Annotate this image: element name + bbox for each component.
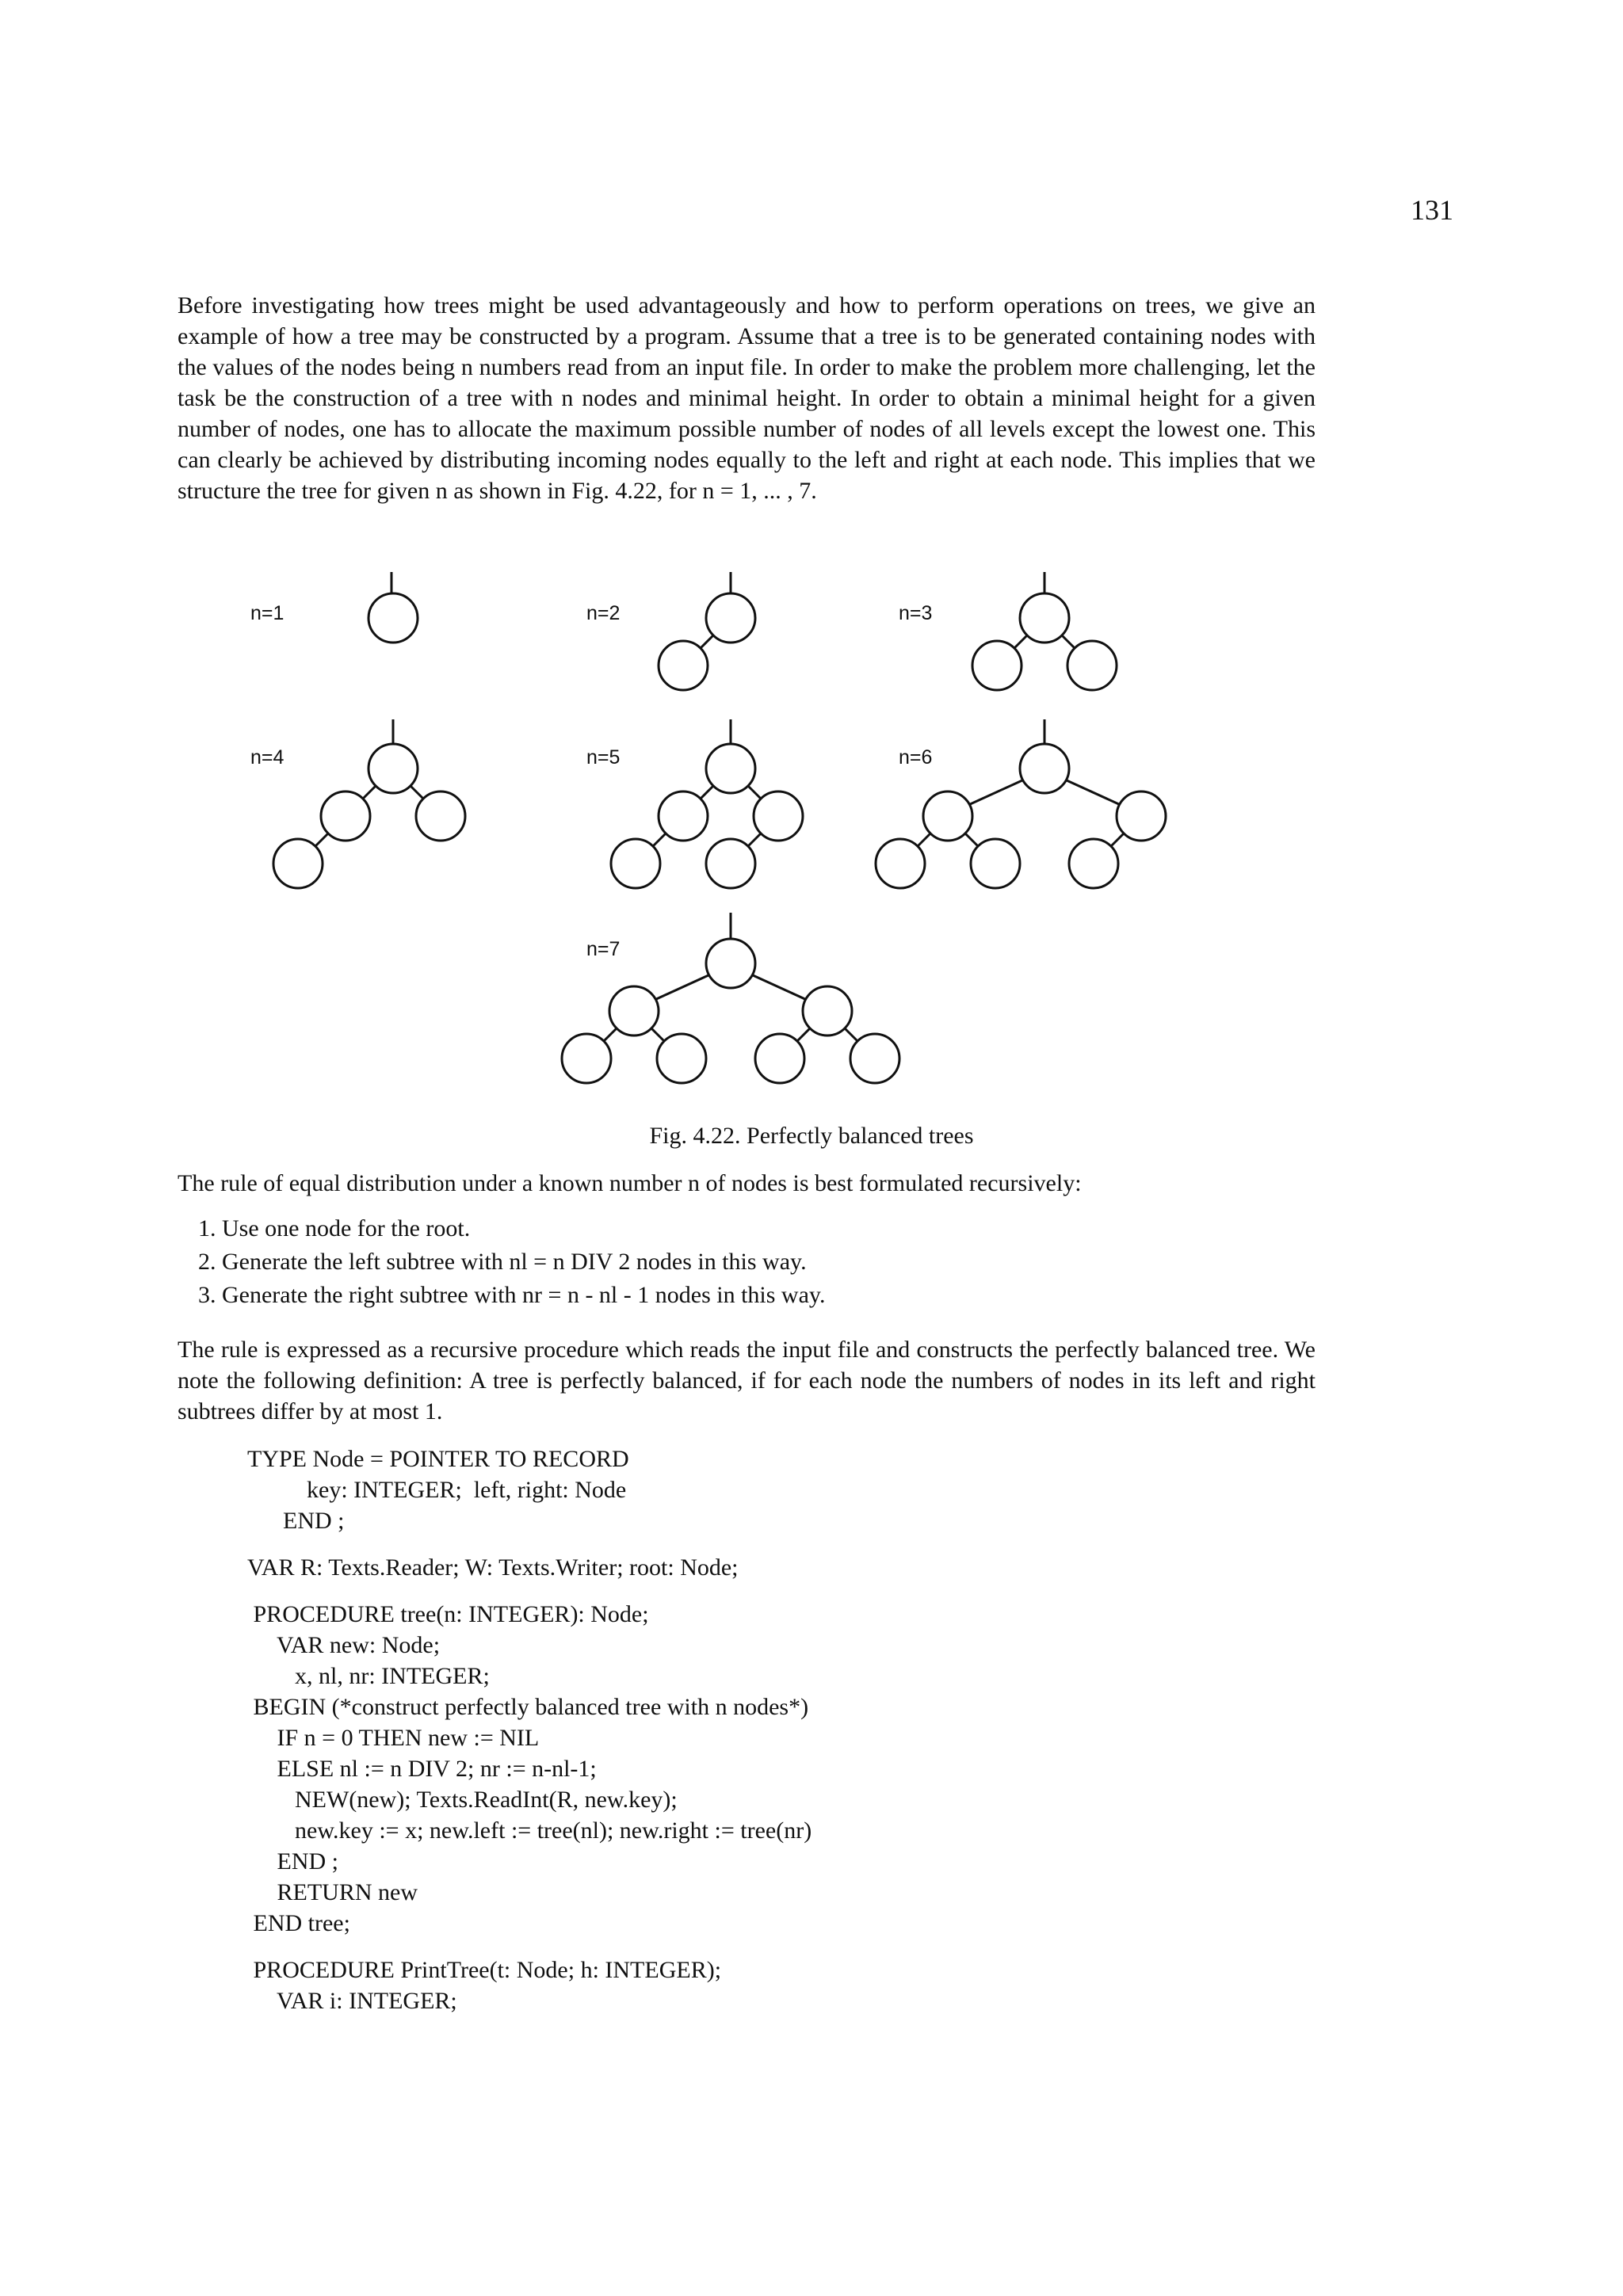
printtree-procedure <box>247 1955 812 2016</box>
rule-list <box>198 1213 825 1313</box>
tree-label-n5: n=5 <box>586 746 621 769</box>
code-line: VAR i: INTEGER; <box>247 1988 457 2014</box>
intro-paragraph: Before investigating how trees might be used advantageously and how to perform operations on trees, we give an example of how a tree may be constructed by a program. Assume that a tree is to be generated containing nodes with the values of the nodes being n numbers read from an input file. In order to make the problem more challenging, let the task be the construction of a tree with n nodes and minimal height. In order to obtain a minimal height for a given number of nodes, one has to allocate the maximum possible number of nodes of all levels except the lowest one. This can clearly be achieved by distributing incoming nodes equally to the left and right at each node. This implies that we structure the tree for given n as shown in Fig. 4.22, for n = 1, ... , 7. <box>178 292 1316 504</box>
rule-item: 3. Generate the right subtree with nr = n - nl - 1 nodes in this way. <box>198 1282 826 1308</box>
code-line: IF n = 0 THEN new := NIL <box>247 1725 540 1751</box>
var-declaration <box>247 1552 812 1583</box>
tree-node <box>1069 839 1118 888</box>
tree-label-n4: n=4 <box>250 746 285 769</box>
tree-node <box>416 791 465 841</box>
tree-node <box>1117 791 1166 841</box>
tree-node <box>706 593 755 643</box>
tree-node <box>971 839 1020 888</box>
code-line: new.key := x; new.left := tree(nl); new.right := tree(nr) <box>247 1817 812 1844</box>
code-line: PROCEDURE PrintTree(t: Node; h: INTEGER); <box>247 1957 722 1983</box>
code-line: NEW(new); Texts.ReadInt(R, new.key); <box>247 1787 678 1813</box>
tree-label-n6: n=6 <box>899 746 933 769</box>
tree-node <box>876 839 925 888</box>
tree-node <box>609 986 659 1035</box>
tree-n7 <box>562 913 899 1083</box>
tree-node <box>803 986 852 1035</box>
code-line: BEGIN (*construct perfectly balanced tree with n nodes*) <box>247 1694 809 1720</box>
code-line: key: INTEGER; left, right: Node <box>247 1477 627 1503</box>
tree-node <box>706 744 755 793</box>
tree-label-n1: n=1 <box>250 602 285 624</box>
tree-node <box>369 593 418 643</box>
tree-n1 <box>250 572 418 643</box>
rule-intro: The rule of equal distribution under a known number n of nodes is best formulated recursively: <box>178 1170 1082 1196</box>
code-line: TYPE Node = POINTER TO RECORD <box>247 1446 629 1472</box>
tree-node <box>659 641 708 690</box>
code-listing <box>247 1444 812 2016</box>
tree-node <box>321 791 370 841</box>
code-line: END ; <box>247 1848 338 1875</box>
tree-node <box>850 1034 899 1083</box>
rule-item: 1. Use one node for the root. <box>198 1215 471 1241</box>
tree-label-n3: n=3 <box>899 602 933 624</box>
code-line: ELSE nl := n DIV 2; nr := n-nl-1; <box>247 1756 597 1782</box>
tree-n5 <box>586 719 803 888</box>
tree-node <box>562 1034 611 1083</box>
tree-node <box>706 939 755 988</box>
trees-diagram <box>0 555 1623 1125</box>
code-line: RETURN new <box>247 1879 418 1905</box>
tree-node <box>611 839 660 888</box>
code-line: x, nl, nr: INTEGER; <box>247 1663 490 1689</box>
tree-node <box>972 641 1022 690</box>
rule-item: 2. Generate the left subtree with nl = n DIV 2 nodes in this way. <box>198 1249 807 1275</box>
code-line: VAR R: Texts.Reader; W: Texts.Writer; root: Node; <box>247 1554 739 1581</box>
tree-procedure <box>247 1599 812 1939</box>
tree-node <box>755 1034 804 1083</box>
tree-n2 <box>586 572 755 690</box>
code-line: VAR new: Node; <box>247 1632 441 1658</box>
code-line: END tree; <box>247 1910 350 1936</box>
tree-node <box>706 839 755 888</box>
type-declaration <box>247 1444 812 1536</box>
tree-node <box>923 791 972 841</box>
tree-node <box>1020 744 1069 793</box>
definition-paragraph: The rule is expressed as a recursive procedure which reads the input file and constructs the perfectly balanced tree. We note the following definition: A tree is perfectly balanced, if for each node the numbers of nodes in its left and right subtrees differ by at most 1. <box>178 1337 1316 1425</box>
page-number: 131 <box>1411 194 1453 226</box>
tree-node <box>1067 641 1117 690</box>
tree-label-n7: n=7 <box>586 938 621 960</box>
tree-label-n2: n=2 <box>586 602 621 624</box>
code-line: PROCEDURE tree(n: INTEGER): Node; <box>247 1601 649 1627</box>
tree-node <box>754 791 803 841</box>
tree-node <box>273 839 323 888</box>
balanced-trees-figure <box>0 555 1623 1125</box>
code-line: END ; <box>247 1508 345 1534</box>
tree-node <box>659 791 708 841</box>
tree-n4 <box>250 719 465 888</box>
tree-n6 <box>876 719 1166 888</box>
tree-node <box>1020 593 1069 643</box>
tree-n3 <box>899 572 1117 690</box>
tree-node <box>657 1034 706 1083</box>
figure-caption: Fig. 4.22. Perfectly balanced trees <box>649 1123 974 1149</box>
tree-node <box>369 744 418 793</box>
